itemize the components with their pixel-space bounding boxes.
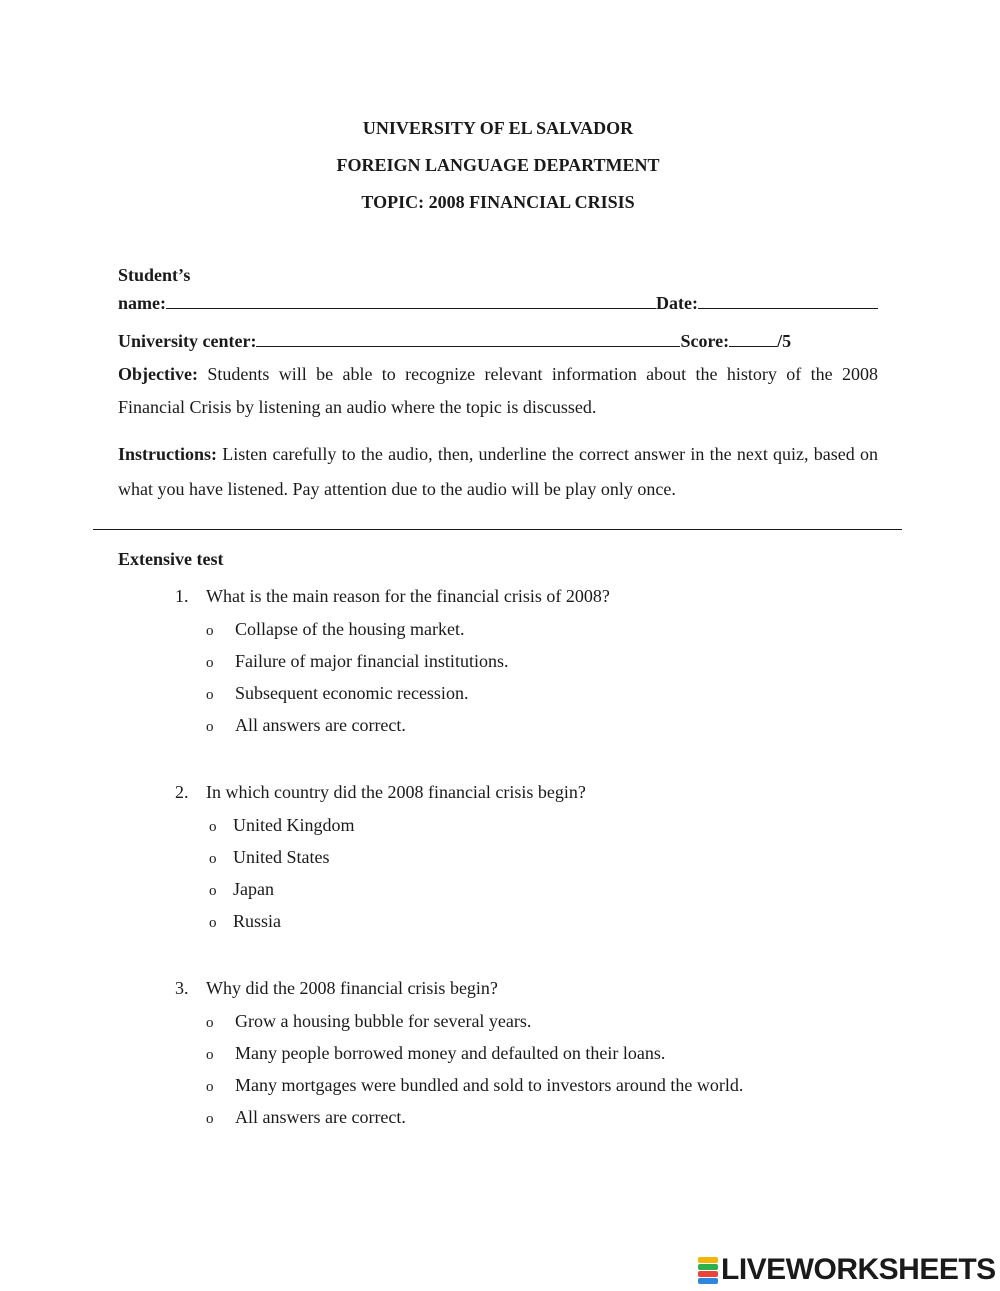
score-total: /5 (777, 331, 792, 351)
question-number: 2. (175, 782, 189, 802)
bullet-icon: o (206, 719, 214, 735)
score-label: Score: (680, 331, 730, 351)
center-field[interactable] (256, 327, 680, 347)
bullet-icon: o (206, 1111, 214, 1127)
name-field[interactable] (166, 289, 656, 309)
option-text: Subsequent economic recession. (235, 683, 469, 703)
logo-mark-icon (698, 1256, 718, 1284)
question-number: 1. (175, 586, 189, 606)
section-title: Extensive test (118, 549, 224, 569)
q2-option-3[interactable] (209, 879, 274, 900)
date-field[interactable] (698, 289, 878, 309)
question-text: Why did the 2008 financial crisis begin? (206, 978, 498, 998)
q3-option-4[interactable] (206, 1107, 406, 1128)
q3-option-3[interactable] (206, 1075, 743, 1096)
logo-block (698, 1264, 718, 1270)
objective-text: Students will be able to recognize relevant information about the history of the 2008 Financial Crisis by listening an audio where the topic is discussed. (118, 364, 879, 417)
q3-option-1[interactable] (206, 1011, 531, 1032)
bullet-icon: o (209, 915, 217, 931)
option-text: United States (233, 847, 330, 867)
name-label: name: (118, 293, 166, 313)
bullet-icon: o (206, 1079, 214, 1095)
question-2 (175, 782, 586, 803)
question-1 (175, 586, 610, 607)
topic-title: TOPIC: 2008 FINANCIAL CRISIS (361, 192, 635, 212)
q2-option-2[interactable] (209, 847, 330, 868)
question-text: What is the main reason for the financial crisis of 2008? (206, 586, 610, 606)
option-text: Collapse of the housing market. (235, 619, 465, 639)
department-title: FOREIGN LANGUAGE DEPARTMENT (336, 155, 660, 175)
question-text: In which country did the 2008 financial crisis begin? (206, 782, 586, 802)
option-text: Many mortgages were bundled and sold to investors around the world. (235, 1075, 744, 1095)
option-text: Failure of major financial institutions. (235, 651, 509, 671)
objective-paragraph (118, 358, 878, 424)
instructions-label: Instructions: (118, 444, 218, 464)
bullet-icon: o (206, 1015, 214, 1031)
bullet-icon: o (206, 687, 214, 703)
option-text: All answers are correct. (235, 1107, 406, 1127)
option-text: Japan (233, 879, 274, 899)
date-label: Date: (656, 293, 698, 313)
student-label: Student’s (118, 265, 191, 285)
q2-option-4[interactable] (209, 911, 281, 932)
bullet-icon: o (206, 1047, 214, 1063)
bullet-icon: o (209, 819, 217, 835)
name-row (118, 289, 878, 314)
bullet-icon: o (206, 655, 214, 671)
liveworksheets-logo (698, 1255, 996, 1285)
logo-text: LIVEWORKSHEETS (721, 1253, 996, 1286)
bullet-icon: o (209, 883, 217, 899)
q1-option-2[interactable] (206, 651, 508, 672)
logo-block (698, 1271, 718, 1277)
center-row (118, 327, 791, 352)
option-text: All answers are correct. (235, 715, 406, 735)
university-title: UNIVERSITY OF EL SALVADOR (362, 118, 634, 138)
center-label: University center: (118, 331, 257, 351)
q3-option-2[interactable] (206, 1043, 665, 1064)
instructions-paragraph (118, 437, 878, 507)
objective-label: Objective: (118, 364, 198, 384)
divider (93, 529, 902, 530)
option-text: Grow a housing bubble for several years. (235, 1011, 532, 1031)
q1-option-3[interactable] (206, 683, 468, 704)
q2-option-1[interactable] (209, 815, 355, 836)
question-number: 3. (175, 978, 189, 998)
instructions-text: Listen carefully to the audio, then, underline the correct answer in the next quiz, based on what you have listened. Pay attention due to the audio will be play only once. (118, 444, 878, 499)
q1-option-4[interactable] (206, 715, 406, 736)
logo-block (698, 1278, 718, 1284)
bullet-icon: o (209, 851, 217, 867)
logo-block (698, 1257, 718, 1263)
option-text: Russia (233, 911, 282, 931)
option-text: Many people borrowed money and defaulted on their loans. (235, 1043, 666, 1063)
question-3 (175, 978, 498, 999)
score-field[interactable] (729, 327, 777, 347)
q1-option-1[interactable] (206, 619, 464, 640)
bullet-icon: o (206, 623, 214, 639)
option-text: United Kingdom (233, 815, 355, 835)
